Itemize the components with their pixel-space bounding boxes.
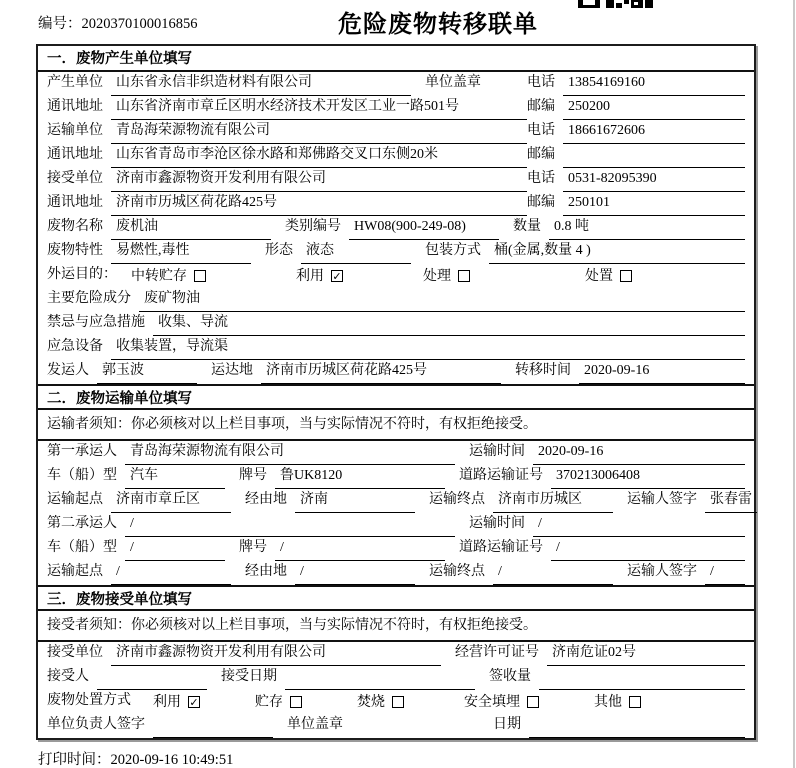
print-time-label: 打印时间： [38, 752, 111, 768]
unit-seal-label: 单位盖章 [425, 75, 481, 90]
accept-unit-value: 济南市鑫源物资开发利用有限公司 [111, 642, 441, 666]
receive-phone-group [527, 168, 745, 192]
qr-code-fragment-icon [578, 0, 653, 8]
producer-unit-label: 产生单位 [47, 75, 103, 90]
receive-unit-label: 接受单位 [47, 171, 103, 186]
row-dispatch [38, 360, 754, 384]
route-start-value: / [111, 561, 231, 585]
business-license-label: 经营许可证号 [455, 645, 539, 660]
main-hazard-label: 主要危险成分 [47, 291, 131, 306]
transport-phone-group [527, 120, 745, 144]
signed-quantity-value [539, 666, 745, 690]
address-label: 通讯地址 [47, 195, 103, 210]
plate-value: 鲁UK8120 [275, 465, 445, 489]
accept-date-label: 接受日期 [221, 669, 277, 684]
purpose-option-treat [423, 264, 470, 288]
row-receive-address [38, 192, 754, 216]
phone-label: 电话 [527, 171, 555, 186]
producer-unit-value: 山东省永信非织造材料有限公司 [111, 72, 411, 96]
receive-unit-value: 济南市鑫源物资开发利用有限公司 [111, 168, 527, 192]
disposal-method-label: 废物处置方式 [47, 693, 131, 708]
transport-time-value: 2020-09-16 [533, 441, 745, 465]
second-carrier-label: 第二承运人 [47, 516, 117, 531]
destination-label: 运达地 [211, 363, 253, 378]
zip-label: 邮编 [527, 147, 555, 162]
producer-address-value: 山东省济南市章丘区明水经济技术开发区工业一路501号 [111, 96, 527, 120]
main-hazard-value: 废矿物油 [139, 288, 745, 312]
emergency-equipment-value: 收集装置，导流渠 [111, 336, 745, 360]
row-vehicle-1 [38, 465, 754, 489]
first-carrier-label: 第一承运人 [47, 444, 117, 459]
row-vehicle-2 [38, 537, 754, 561]
responsible-signature-value [153, 714, 273, 738]
first-carrier-value: 青岛海荣源物流有限公司 [125, 441, 455, 465]
plate-label: 牌号 [239, 540, 267, 555]
receive-zip-value: 250101 [563, 192, 745, 216]
route-end-value: / [493, 561, 613, 585]
packaging-label: 包装方式 [425, 243, 481, 258]
waste-traits-value: 易燃性,毒性 [111, 240, 251, 264]
vehicle-type-value: 汽车 [125, 465, 225, 489]
route-end-label: 运输终点 [429, 564, 485, 579]
precautions-label: 禁忌与应急措施 [47, 315, 145, 330]
via-label: 经由地 [245, 492, 287, 507]
address-label: 通讯地址 [47, 147, 103, 162]
checkbox [458, 270, 470, 282]
carrier-signature-label: 运输人签字 [627, 564, 697, 579]
responsible-signature-label: 单位负责人签字 [47, 717, 145, 732]
transport-unit-value: 青岛海荣源物流有限公司 [111, 120, 527, 144]
address-label: 通讯地址 [47, 99, 103, 114]
checkbox-label: 处理 [423, 268, 451, 284]
outbound-purpose-label: 外运目的： [47, 267, 117, 282]
print-time-value: 2020-09-16 10:49:51 [110, 752, 234, 768]
page-edge-divider [793, 0, 795, 768]
carrier-signature-label: 运输人签字 [627, 492, 697, 507]
checkbox: ✓ [189, 696, 199, 709]
disposal-option-incinerate [357, 690, 404, 714]
date-label: 日期 [493, 717, 521, 732]
checkbox-label: 中转贮存 [131, 268, 187, 284]
receive-phone-value: 0531-82095390 [563, 168, 745, 192]
waste-name-label: 废物名称 [47, 219, 103, 234]
row-receive-unit [38, 168, 754, 192]
row-producer-unit [38, 72, 754, 96]
disposal-option-utilize [153, 690, 200, 714]
accept-unit-label: 接受单位 [47, 645, 103, 660]
accept-date-value [285, 666, 475, 690]
producer-zip-group [527, 96, 745, 120]
producer-phone-value: 13854169160 [563, 72, 745, 96]
precautions-value: 收集、导流 [153, 312, 745, 336]
section3-notice: 接受者须知：你必须核对以上栏目事项，当与实际情况不符时，有权拒绝接受。 [38, 611, 754, 642]
phone-label: 电话 [527, 123, 555, 138]
signed-quantity-label: 签收量 [489, 669, 531, 684]
section3-title: 三．废物接受单位填写 [38, 585, 754, 611]
route-start-label: 运输起点 [47, 564, 103, 579]
row-route-2 [38, 561, 754, 585]
receive-address-value: 济南市历城区荷花路425号 [111, 192, 527, 216]
carrier-signature-value: 张春雷 [705, 489, 757, 513]
via-value: / [295, 561, 415, 585]
row-waste-traits [38, 240, 754, 264]
unit-seal-label: 单位盖章 [287, 717, 343, 732]
section2-title: 二．废物运输单位填写 [38, 384, 754, 410]
waste-name-value: 废机油 [111, 216, 271, 240]
via-label: 经由地 [245, 564, 287, 579]
row-emergency-equipment [38, 336, 754, 360]
route-end-label: 运输终点 [429, 492, 485, 507]
packaging-value: 桶(金属,数量 4 ) [489, 240, 745, 264]
disposal-option-other [594, 690, 641, 714]
print-time-line [38, 748, 233, 768]
transfer-time-label: 转移时间 [515, 363, 571, 378]
checkbox: ✓ [332, 270, 342, 283]
dispatcher-label: 发运人 [47, 363, 89, 378]
acceptor-label: 接受人 [47, 669, 89, 684]
checkbox [194, 270, 206, 282]
row-accept-unit [38, 642, 754, 666]
disposal-option-storage [255, 690, 302, 714]
waste-traits-label: 废物特性 [47, 243, 103, 258]
checkbox-label: 焚烧 [357, 694, 385, 710]
road-license-value: / [551, 537, 745, 561]
category-code-value: HW08(900-249-08) [349, 216, 499, 240]
checkbox-label: 安全填埋 [464, 694, 520, 710]
row-waste-name [38, 216, 754, 240]
road-license-label: 道路运输证号 [459, 540, 543, 555]
serial-label: 编号： [38, 16, 82, 32]
vehicle-type-value: / [125, 537, 225, 561]
destination-value: 济南市历城区荷花路425号 [261, 360, 501, 384]
section2-notice: 运输者须知：你必须核对以上栏目事项，当与实际情况不符时，有权拒绝接受。 [38, 410, 754, 441]
row-transport-unit [38, 120, 754, 144]
second-carrier-value: / [125, 513, 455, 537]
producer-zip-value: 250200 [563, 96, 745, 120]
plate-value: / [275, 537, 445, 561]
receive-zip-group [527, 192, 745, 216]
road-license-label: 道路运输证号 [459, 468, 543, 483]
vehicle-type-label: 车（船）型 [47, 468, 117, 483]
purpose-option-utilize [296, 264, 343, 288]
row-second-carrier [38, 513, 754, 537]
via-value: 济南 [295, 489, 415, 513]
route-start-label: 运输起点 [47, 492, 103, 507]
phone-label: 电话 [527, 75, 555, 90]
checkbox-label: 处置 [585, 268, 613, 284]
transport-zip-group [527, 144, 745, 168]
dispatcher-value: 郭玉波 [97, 360, 197, 384]
row-main-hazard [38, 288, 754, 312]
checkbox [620, 270, 632, 282]
serial-value: 2020370100016856 [81, 16, 198, 32]
row-acceptor [38, 666, 754, 690]
transfer-time-value: 2020-09-16 [579, 360, 745, 384]
row-route-1 [38, 489, 754, 513]
route-end-value: 济南市历城区 [493, 489, 613, 513]
form-state-label: 形态 [265, 243, 293, 258]
transport-time-label: 运输时间 [469, 516, 525, 531]
road-license-value: 370213006408 [551, 465, 745, 489]
row-transport-address [38, 144, 754, 168]
route-start-value: 济南市章丘区 [111, 489, 231, 513]
quantity-label: 数量 [513, 219, 541, 234]
page-title: 危险废物转移联单 [338, 12, 538, 38]
purpose-option-dispose [585, 264, 632, 288]
row-responsible-signature [38, 714, 754, 738]
checkbox [629, 696, 641, 708]
row-outbound-purpose [38, 264, 754, 288]
transport-address-value: 山东省青岛市李沧区徐水路和郑佛路交叉口东侧20米 [111, 144, 527, 168]
zip-label: 邮编 [527, 99, 555, 114]
row-precautions [38, 312, 754, 336]
disposal-option-landfill [464, 690, 539, 714]
checkbox [290, 696, 302, 708]
form-state-value: 液态 [301, 240, 411, 264]
vehicle-type-label: 车（船）型 [47, 540, 117, 555]
acceptor-value [97, 666, 207, 690]
transport-time-label: 运输时间 [469, 444, 525, 459]
transport-zip-value [563, 144, 745, 168]
producer-phone-group [527, 72, 745, 96]
purpose-option-transfer-storage [131, 264, 206, 288]
category-code-label: 类别编号 [285, 219, 341, 234]
checkbox [527, 696, 539, 708]
carrier-signature-value: / [705, 561, 745, 585]
transport-time-value: / [533, 513, 745, 537]
checkbox-label: 利用 [296, 268, 324, 284]
zip-label: 邮编 [527, 195, 555, 210]
transport-phone-value: 18661672606 [563, 120, 745, 144]
row-producer-address [38, 96, 754, 120]
date-value [529, 714, 745, 738]
section1-title: 一．废物产生单位填写 [38, 46, 754, 72]
manifest-form [36, 44, 756, 740]
row-first-carrier [38, 441, 754, 465]
checkbox [392, 696, 404, 708]
checkbox-label: 利用 [153, 694, 181, 710]
plate-label: 牌号 [239, 468, 267, 483]
quantity-value: 0.8 吨 [549, 216, 745, 240]
checkbox-label: 贮存 [255, 694, 283, 710]
business-license-value: 济南危证02号 [547, 642, 745, 666]
emergency-equipment-label: 应急设备 [47, 339, 103, 354]
transport-unit-label: 运输单位 [47, 123, 103, 138]
checkbox-label: 其他 [594, 694, 622, 710]
row-disposal-method [38, 690, 754, 714]
